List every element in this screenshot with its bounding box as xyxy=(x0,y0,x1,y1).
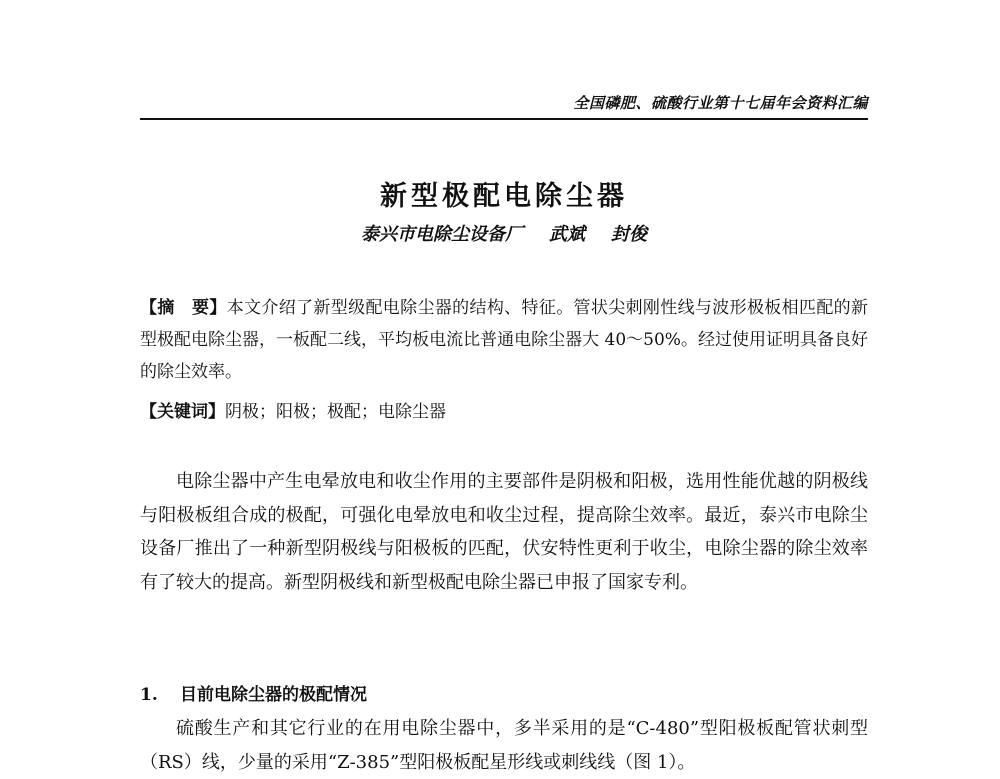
abstract xyxy=(140,292,868,388)
header-rule xyxy=(140,118,868,120)
section-1-heading xyxy=(140,680,367,705)
intro-paragraph: 电除尘器中产生电晕放电和收尘作用的主要部件是阴极和阳极，选用性能优越的阴极线与阳极板组合成的极配，可强化电晕放电和收尘过程，提高除尘效率。最近，泰兴市电除尘设备厂推出了一种新型阴极线与阳极板的匹配，伏安特性更利于收尘，电除尘器的除尘效率有了较大的提高。新型阴极线和新型极配电除尘器已申报了国家专利。 xyxy=(140,471,868,593)
keywords-label: 【关键词】 xyxy=(140,402,225,422)
abstract-text: 本文介绍了新型级配电除尘器的结构、特征。管状尖刺刚性线与波形极板相匹配的新型极配电除尘器，一板配二线，平均板电流比普通电除尘器大 40～50%。经过使用证明具备良好的除尘效率。 xyxy=(140,298,869,382)
abstract-label: 【摘 要】 xyxy=(140,298,227,318)
running-header: 全国磷肥、硫酸行业第十七届年会资料汇编 xyxy=(573,94,868,112)
keywords-text: 阴极；阳极；极配；电除尘器 xyxy=(225,402,446,422)
section-1-paragraph: 硫酸生产和其它行业的在用电除尘器中，多半采用的是“C-480”型阳极板配管状刺型（RS）线，少量的采用“Z-385”型阳极板配星形线或刺线线（图 1）。 xyxy=(140,718,868,773)
author-2: 封俊 xyxy=(611,224,647,245)
section-1-number: 1. xyxy=(140,685,158,705)
keywords xyxy=(140,396,868,428)
byline xyxy=(140,220,868,246)
affiliation: 泰兴市电除尘设备厂 xyxy=(361,224,523,245)
article-title: 新型极配电除尘器 xyxy=(380,181,628,212)
section-1-title: 目前电除尘器的极配情况 xyxy=(180,685,367,705)
author-1: 武斌 xyxy=(549,224,585,245)
